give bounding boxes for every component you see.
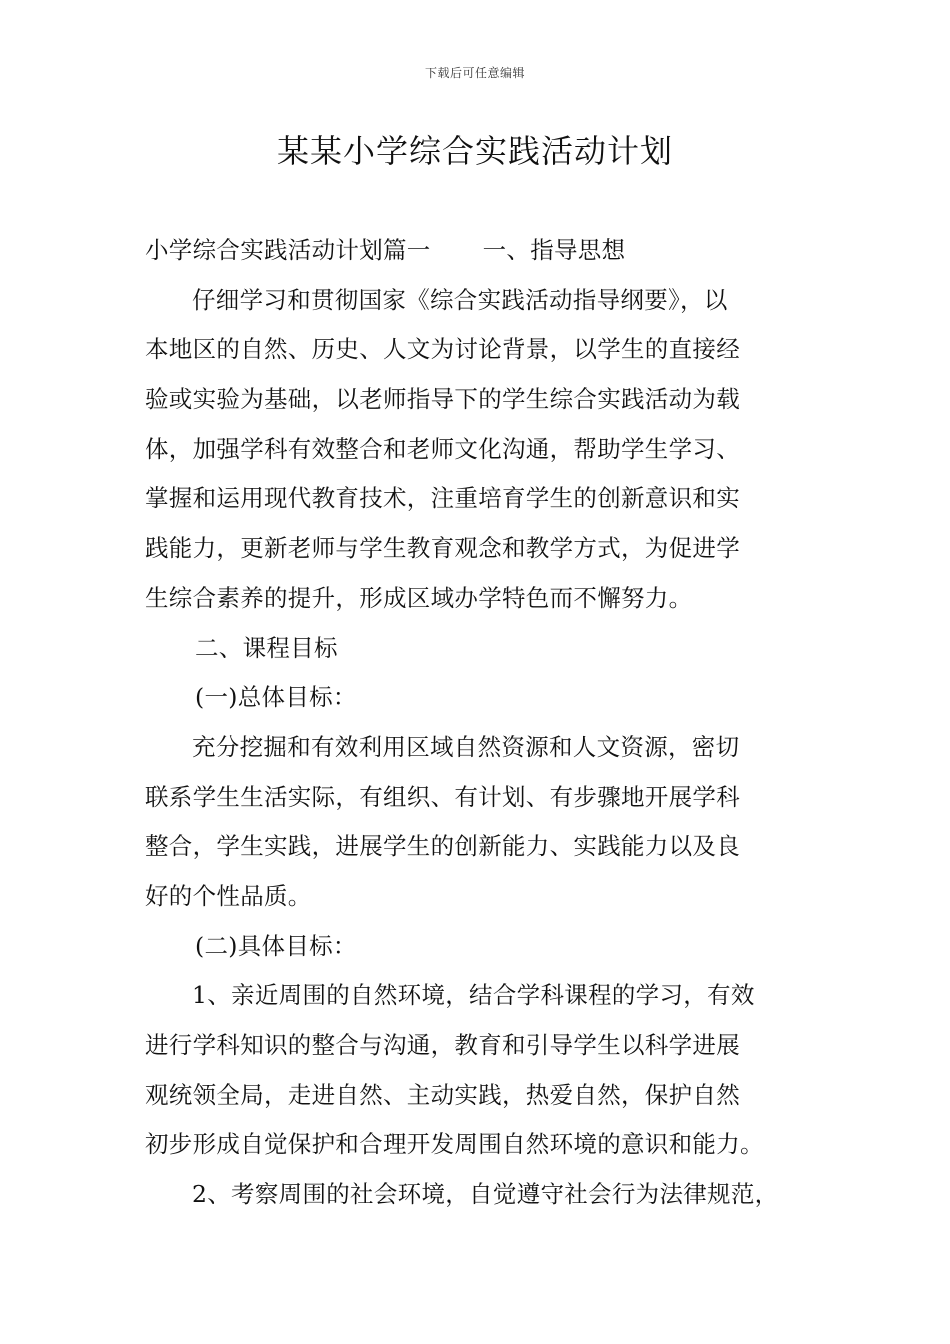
paragraph-line: 好的个性品质。	[145, 881, 312, 910]
header-note: 下载后可任意编辑	[424, 66, 525, 80]
paragraph-line: 观统领全局，走进自然、主动实践，热爱自然，保护自然	[145, 1080, 740, 1109]
document-title: 某某小学综合实践活动计划	[276, 132, 673, 170]
paragraph-line: 整合，学生实践，进展学生的创新能力、实践能力以及良	[145, 832, 740, 861]
paragraph-line: 充分挖掘和有效利用区域自然资源和人文资源，密切	[192, 732, 740, 761]
subheading-overall-goals: (一)总体目标：	[195, 683, 357, 712]
section-heading-line	[145, 226, 815, 276]
paragraph-line: 验或实验为基础，以老师指导下的学生综合实践活动为载	[145, 385, 740, 414]
document-body	[145, 226, 815, 1220]
paragraph-line: 掌握和运用现代教育技术，注重培育学生的创新意识和实	[145, 484, 740, 513]
subtitle: 小学综合实践活动计划篇一	[145, 236, 431, 264]
paragraph-line: 联系学生生活实际，有组织、有计划、有步骤地开展学科	[145, 782, 740, 811]
paragraph-line: 初步形成自觉保护和合理开发周围自然环境的意识和能力。	[145, 1130, 764, 1159]
section-heading-course-goals: 二、课程目标	[195, 633, 338, 662]
paragraph-line: 体，加强学科有效整合和老师文化沟通，帮助学生学习、	[145, 434, 740, 463]
section-heading-guiding-thought: 一、指导思想	[482, 236, 626, 264]
paragraph-line: 1、亲近周围的自然环境，结合学科课程的学习，有效	[192, 981, 755, 1010]
paragraph-line: 进行学科知识的整合与沟通，教育和引导学生以科学进展	[145, 1031, 740, 1059]
subheading-specific-goals: (二)具体目标：	[195, 931, 357, 960]
paragraph-line: 仔细学习和贯彻国家《综合实践活动指导纲要》，以	[192, 285, 728, 314]
paragraph-line: 践能力，更新老师与学生教育观念和教学方式，为促进学	[145, 534, 740, 563]
paragraph-line: 2、考察周围的社会环境，自觉遵守社会行为法律规范，	[192, 1180, 779, 1209]
paragraph-line: 生综合素养的提升，形成区域办学特色而不懈努力。	[145, 583, 693, 612]
paragraph-line: 本地区的自然、历史、人文为讨论背景，以学生的直接经	[145, 335, 740, 364]
